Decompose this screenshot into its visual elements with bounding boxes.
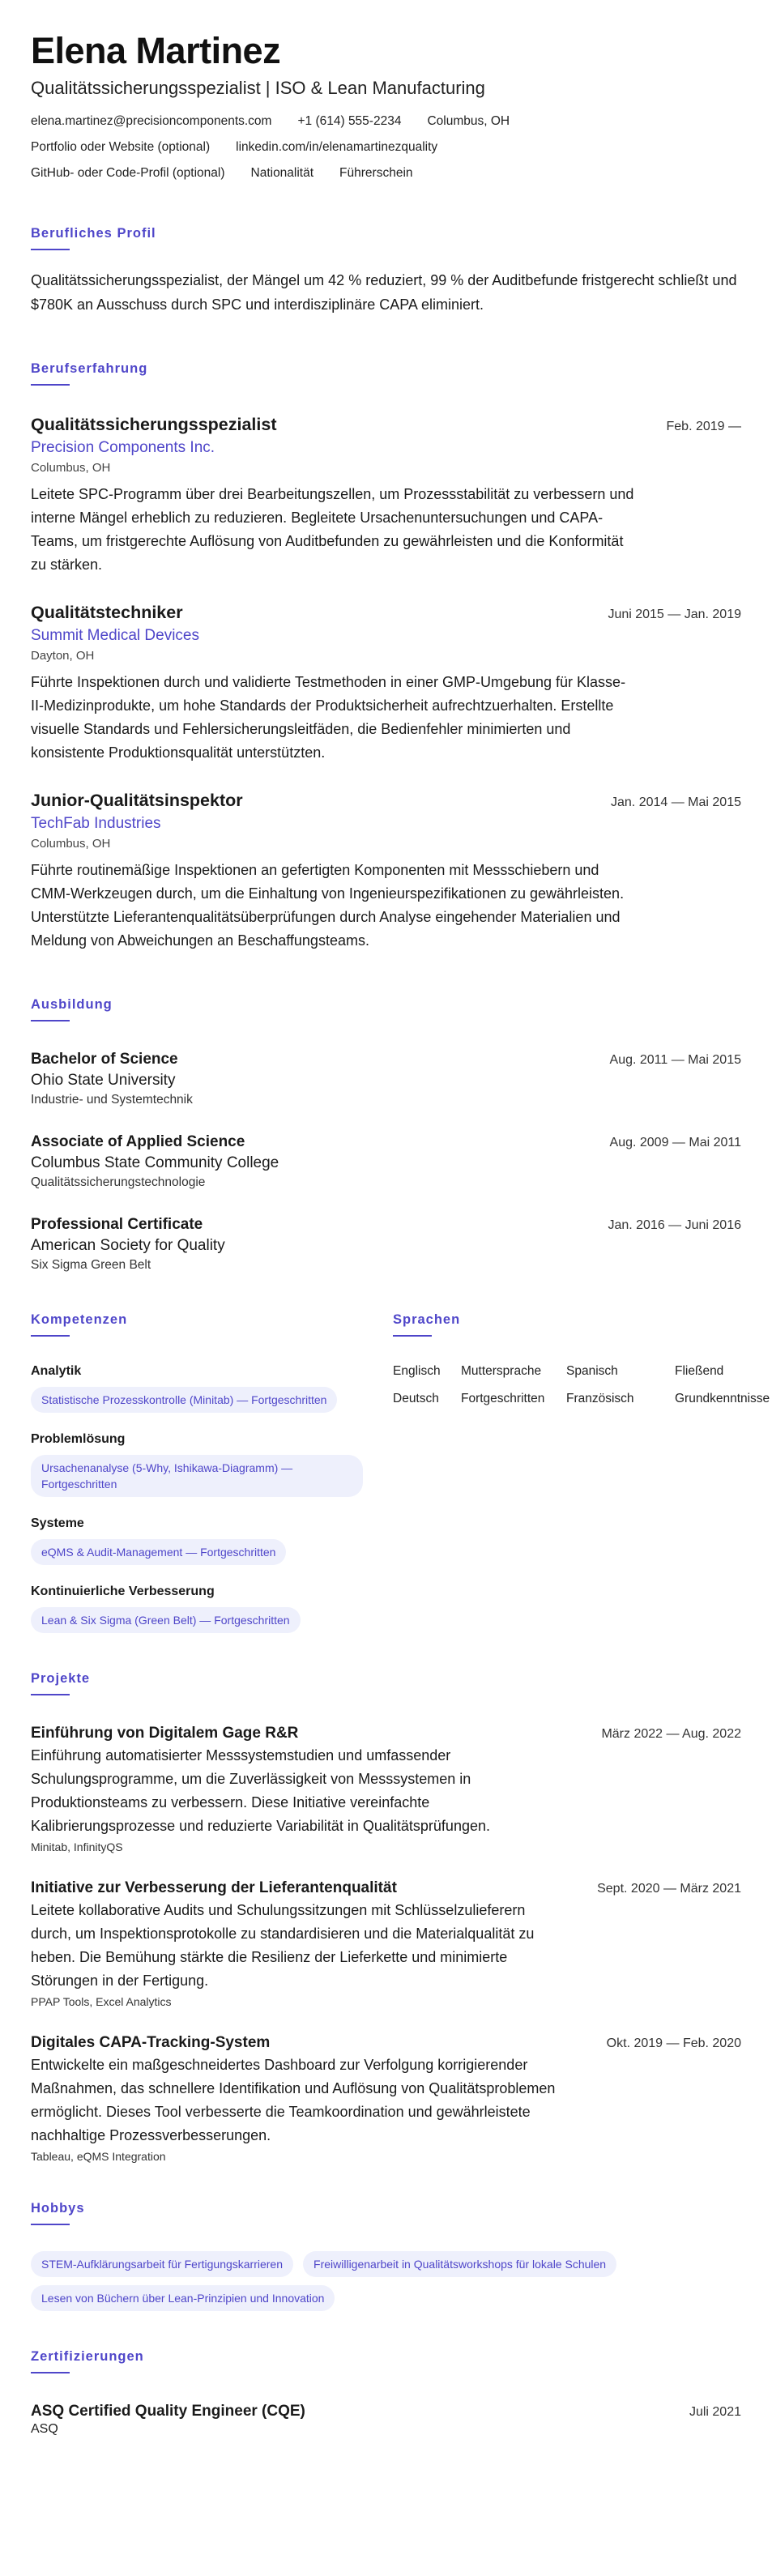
section-divider <box>393 1335 432 1337</box>
job-location: Columbus, OH <box>31 837 111 851</box>
skill-chip: Ursachenanalyse (5-Why, Ishikawa-Diagramm) — Fortgeschritten <box>31 1455 363 1497</box>
hobby-chip: Lesen von Büchern über Lean-Prinzipien und Innovation <box>31 2285 335 2311</box>
job-location: Dayton, OH <box>31 649 95 663</box>
project-title: Einführung von Digitalem Gage R&R <box>31 1725 299 1742</box>
skills-section <box>31 1311 383 1633</box>
job-description: Führte routinemäßige Inspektionen an gefertigten Komponenten mit Messschiebern und CMM-Werkzeugen durch, um die Einhaltung von Ingenieurspezifikationen zu gewährleisten. Unterstützte Lieferantenqualitätsüberprüfungen durch Analyse eingehender Materialien und Meldung von Abweichungen an Beschaffungsteams. <box>31 862 625 949</box>
job-date: Jan. 2014 — Mai 2015 <box>611 795 741 809</box>
education-entry <box>31 1132 741 1190</box>
skill-category: Analytik <box>31 1364 82 1378</box>
section-title: Hobbys <box>31 2201 85 2216</box>
project-description: Entwickelte ein maßgeschneidertes Dashboard zur Verfolgung korrigierender Maßnahmen, das schnellere Identifikation und Auflösung von Qualitätsproblemen ermöglicht. Dieses Tool verbesserte die Teamkoordination und gewährleistete nachhaltige Prozessverbesserungen. <box>31 2057 556 2143</box>
resume-header <box>31 29 741 181</box>
skill-category: Kontinuierliche Verbesserung <box>31 1584 215 1598</box>
edu-date: Aug. 2011 — Mai 2015 <box>609 1053 741 1067</box>
job-entry <box>31 413 741 577</box>
section-title: Kompetenzen <box>31 1312 128 1327</box>
hobbies-section <box>31 2200 741 2311</box>
job-title: Qualitätstechniker <box>31 603 183 622</box>
section-divider <box>31 1335 70 1337</box>
education-entry <box>31 1049 741 1107</box>
skill-chip: Statistische Prozesskontrolle (Minitab) — Fortgeschritten <box>31 1387 337 1413</box>
job-description: Führte Inspektionen durch und validierte Testmethoden in einer GMP-Umgebung für Klasse-II-Medizinprodukte, um hohe Standards der Produktsicherheit aufrechtzuerhalten. Erstellte visuelle Standards und Fehlersicherungsleitfäden, die Bedienfehler minimierten und konsistente Produktionsqualität unterstützten. <box>31 674 626 761</box>
hobby-chip: Freiwilligenarbeit in Qualitätsworkshops für lokale Schulen <box>303 2251 616 2277</box>
edu-school: American Society for Quality <box>31 1237 225 1254</box>
job-entry <box>31 789 741 953</box>
project-title: Digitales CAPA-Tracking-System <box>31 2034 271 2051</box>
cert-title: ASQ Certified Quality Engineer (CQE) <box>31 2403 305 2420</box>
edu-school: Ohio State University <box>31 1072 176 1089</box>
language-name: Spanisch <box>566 1364 618 1378</box>
profile-text: Qualitätssicherungsspezialist, der Mängel um 42 % reduziert, 99 % der Auditbefunde fristgerecht schließt und $780K an Ausschuss durch SPC und interdisziplinäre CAPA eliminiert. <box>31 272 737 313</box>
language-level: Fließend <box>675 1364 724 1378</box>
project-date: März 2022 — Aug. 2022 <box>601 1727 741 1741</box>
contact-license: Führerschein <box>339 166 413 180</box>
section-title: Berufliches Profil <box>31 226 156 241</box>
contact-location: Columbus, OH <box>427 114 510 128</box>
job-title: Qualitätssicherungsspezialist <box>31 415 277 434</box>
contact-row-1 <box>31 113 741 130</box>
skill-chip: Lean & Six Sigma (Green Belt) — Fortgeschritten <box>31 1607 301 1633</box>
contact-github[interactable]: GitHub- oder Code-Profil (optional) <box>31 166 225 180</box>
language-level: Muttersprache <box>461 1364 542 1378</box>
contact-row-2 <box>31 139 741 156</box>
language-name: Englisch <box>393 1364 441 1378</box>
contact-linkedin[interactable]: linkedin.com/in/elenamartinezquality <box>236 140 438 154</box>
section-title: Zertifizierungen <box>31 2349 144 2364</box>
edu-degree: Bachelor of Science <box>31 1051 178 1068</box>
section-divider <box>31 249 70 250</box>
job-title: Junior-Qualitätsinspektor <box>31 791 243 810</box>
section-divider <box>31 2224 70 2225</box>
projects-section <box>31 1670 741 2163</box>
contact-row-3 <box>31 165 741 181</box>
edu-date: Jan. 2016 — Juni 2016 <box>608 1218 741 1232</box>
profile-section <box>31 225 741 317</box>
edu-degree: Associate of Applied Science <box>31 1133 245 1150</box>
job-entry <box>31 601 741 765</box>
section-title: Berufserfahrung <box>31 361 148 376</box>
language-name: Französisch <box>566 1392 634 1405</box>
skill-category: Systeme <box>31 1516 84 1530</box>
job-company: TechFab Industries <box>31 815 161 832</box>
section-title: Sprachen <box>393 1312 461 1327</box>
edu-field: Industrie- und Systemtechnik <box>31 1093 193 1107</box>
job-location: Columbus, OH <box>31 461 111 475</box>
edu-date: Aug. 2009 — Mai 2011 <box>609 1136 741 1149</box>
job-date: Juni 2015 — Jan. 2019 <box>608 608 741 621</box>
project-entry <box>31 2032 741 2163</box>
candidate-name: Elena Martinez <box>31 30 281 71</box>
language-level: Fortgeschritten <box>461 1392 545 1405</box>
section-title: Projekte <box>31 1671 91 1686</box>
contact-nationality: Nationalität <box>250 166 314 180</box>
section-title: Ausbildung <box>31 997 113 1012</box>
project-description: Einführung automatisierter Messsystemstudien und umfassender Schulungsprogramme, um die Zuverlässigkeit von Messsystemen in Produktionsteams zu verbessern. Diese Initiative vereinfachte Kalibrierungsprozesse und reduzierte Variabilität in Qualitätsprüfungen. <box>31 1747 490 1834</box>
section-divider <box>31 1020 70 1021</box>
project-entry <box>31 1723 741 1853</box>
section-divider <box>31 2372 70 2373</box>
hobby-list <box>31 2243 679 2311</box>
education-section <box>31 996 741 1273</box>
job-date: Feb. 2019 — <box>666 420 741 433</box>
cert-date: Juli 2021 <box>689 2405 741 2419</box>
project-date: Okt. 2019 — Feb. 2020 <box>606 2036 741 2050</box>
section-divider <box>31 384 70 386</box>
certifications-section <box>31 2348 741 2437</box>
contact-phone[interactable]: +1 (614) 555-2234 <box>297 114 402 128</box>
project-description: Leitete kollaborative Audits und Schulungssitzungen mit Schlüsselzulieferern durch, um Inspektionsprotokolle zu standardisieren und die Materialqualität zu heben. Die Bemühung stärkte die Resilienz der Lieferkette und minimierte Störungen in der Fertigung. <box>31 1902 535 1989</box>
languages-section <box>393 1311 770 1633</box>
project-tools: Minitab, InfinityQS <box>31 1840 123 1853</box>
hobby-chip: STEM-Aufklärungsarbeit für Fertigungskarrieren <box>31 2251 293 2277</box>
skill-category: Problemlösung <box>31 1432 126 1446</box>
project-tools: Tableau, eQMS Integration <box>31 2150 166 2163</box>
edu-field: Six Sigma Green Belt <box>31 1258 151 1272</box>
candidate-headline: Qualitätssicherungsspezialist | ISO & Lean Manufacturing <box>31 78 485 98</box>
edu-school: Columbus State Community College <box>31 1154 279 1171</box>
skill-chip: eQMS & Audit-Management — Fortgeschritten <box>31 1539 286 1565</box>
contact-email[interactable]: elena.martinez@precisioncomponents.com <box>31 114 272 128</box>
edu-field: Qualitätssicherungstechnologie <box>31 1175 206 1189</box>
job-company: Precision Components Inc. <box>31 439 215 456</box>
project-tools: PPAP Tools, Excel Analytics <box>31 1995 172 2008</box>
languages-grid <box>393 1364 770 1406</box>
section-divider <box>31 1694 70 1695</box>
skills-languages-row <box>31 1311 770 1633</box>
job-description: Leitete SPC-Programm über drei Bearbeitungszellen, um Prozessstabilität zu verbessern und interne Mängel erheblich zu reduzieren. Begleitete Ursachenuntersuchungen und CAPA-Teams, um fristgerechte Auflösung von Auditbefunden zu gewährleisten und die Konformität zu stärken. <box>31 486 634 573</box>
language-name: Deutsch <box>393 1392 439 1405</box>
edu-degree: Professional Certificate <box>31 1216 203 1233</box>
project-title: Initiative zur Verbesserung der Lieferantenqualität <box>31 1879 397 1896</box>
project-entry <box>31 1878 741 2008</box>
certification-entry <box>31 2401 741 2437</box>
contact-portfolio[interactable]: Portfolio oder Website (optional) <box>31 140 211 154</box>
job-company: Summit Medical Devices <box>31 627 199 644</box>
education-entry <box>31 1214 741 1273</box>
project-date: Sept. 2020 — März 2021 <box>597 1882 741 1896</box>
language-level: Grundkenntnisse <box>675 1392 770 1405</box>
experience-section <box>31 360 741 953</box>
cert-issuer: ASQ <box>31 2422 58 2436</box>
